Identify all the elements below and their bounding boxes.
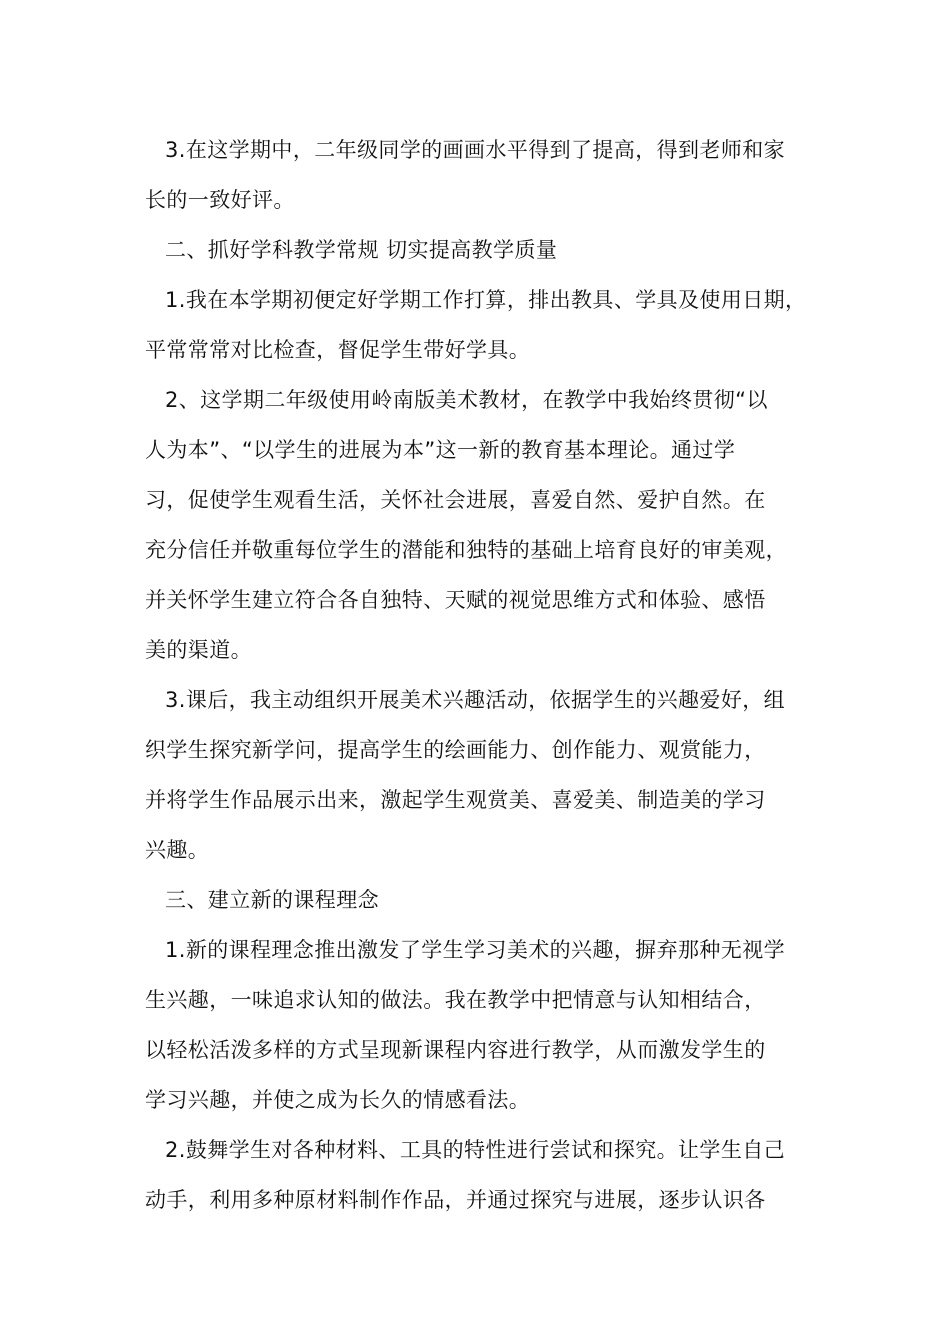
text-line: 动手，利用多种原材料制作作品，并通过探究与进展，逐步认识各 xyxy=(145,1188,766,1212)
text-line: 3.课后，我主动组织开展美术兴趣活动，依据学生的兴趣爱好，组 xyxy=(165,688,786,712)
section-heading-3 xyxy=(145,875,815,925)
text-line: 并关怀学生建立符合各自独特、天赋的视觉思维方式和体验、感悟 xyxy=(145,588,766,612)
paragraph-1 xyxy=(145,125,815,225)
text-line: 平常常常对比检查，督促学生带好学具。 xyxy=(145,338,531,362)
text-line: 人为本”、“以学生的进展为本”这一新的教育基本理论。通过学 xyxy=(145,438,736,462)
text-line: 2、这学期二年级使用岭南版美术教材，在教学中我始终贯彻“以 xyxy=(165,388,768,412)
text-line: 充分信任并敬重每位学生的潜能和独特的基础上培育良好的审美观， xyxy=(145,538,787,562)
paragraph-7 xyxy=(145,925,815,1125)
paragraph-3 xyxy=(145,275,815,375)
paragraph-8 xyxy=(145,1125,815,1225)
text-line: 织学生探究新学问，提高学生的绘画能力、创作能力、观赏能力， xyxy=(145,738,766,762)
document-body xyxy=(145,125,815,1225)
paragraph-5 xyxy=(145,675,815,875)
text-line: 3.在这学期中，二年级同学的画画水平得到了提高，得到老师和家 xyxy=(165,138,786,162)
text-line: 2.鼓舞学生对各种材料、工具的特性进行尝试和探究。让学生自己 xyxy=(165,1138,786,1162)
text-line: 并将学生作品展示出来，激起学生观赏美、喜爱美、制造美的学习 xyxy=(145,788,766,812)
text-line: 长的一致好评。 xyxy=(145,188,295,212)
text-line: 1.我在本学期初便定好学期工作打算，排出教具、学具及使用日期， xyxy=(165,288,807,312)
heading-line: 二、抓好学科教学常规 切实提高教学质量 xyxy=(165,238,558,262)
text-line: 美的渠道。 xyxy=(145,638,252,662)
text-line: 生兴趣，一味追求认知的做法。我在教学中把情意与认知相结合， xyxy=(145,988,766,1012)
heading-line: 三、建立新的课程理念 xyxy=(165,888,379,912)
text-line: 1.新的课程理念推出激发了学生学习美术的兴趣，摒弃那种无视学 xyxy=(165,938,786,962)
text-line: 学习兴趣，并使之成为长久的情感看法。 xyxy=(145,1088,531,1112)
text-line: 以轻松活泼多样的方式呈现新课程内容进行教学，从而激发学生的 xyxy=(145,1038,766,1062)
text-line: 习，促使学生观看生活，关怀社会进展，喜爱自然、爱护自然。在 xyxy=(145,488,766,512)
section-heading-2 xyxy=(145,225,815,275)
paragraph-4 xyxy=(145,375,815,675)
text-line: 兴趣。 xyxy=(145,838,210,862)
